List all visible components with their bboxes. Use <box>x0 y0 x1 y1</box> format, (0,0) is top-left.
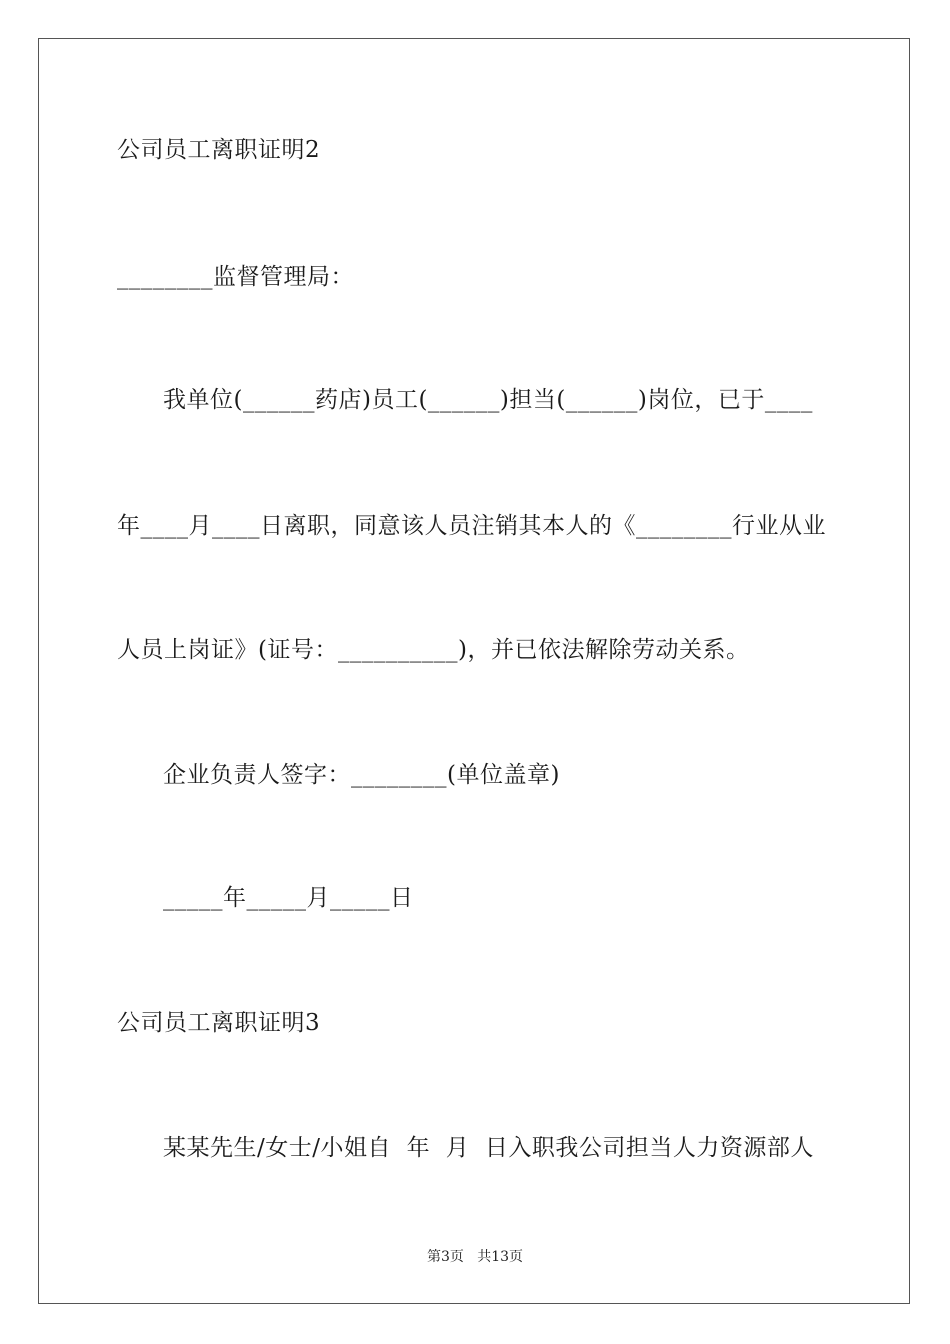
section-heading-3: 公司员工离职证明3 <box>117 1010 321 1036</box>
paragraph-line: 我单位(______药店)员工(______)担当(______)岗位，已于____ <box>163 387 813 413</box>
paragraph-line: 年____月____日离职，同意该人员注销其本人的《________行业从业 <box>117 513 826 539</box>
paragraph-line: 人员上岗证》(证号：__________)，并已依法解除劳动关系。 <box>117 637 750 663</box>
page-border <box>38 38 910 1304</box>
recipient-line: ________监督管理局： <box>117 264 354 290</box>
date-line: _____年_____月_____日 <box>163 885 414 911</box>
signature-line: 企业负责人签字：________(单位盖章) <box>163 762 560 788</box>
paragraph-line: 某某先生/女士/小姐自 年 月 日入职我公司担当人力资源部人 <box>163 1135 814 1161</box>
section-heading-2: 公司员工离职证明2 <box>117 137 321 163</box>
page-footer: 第3页 共13页 <box>426 1249 524 1265</box>
